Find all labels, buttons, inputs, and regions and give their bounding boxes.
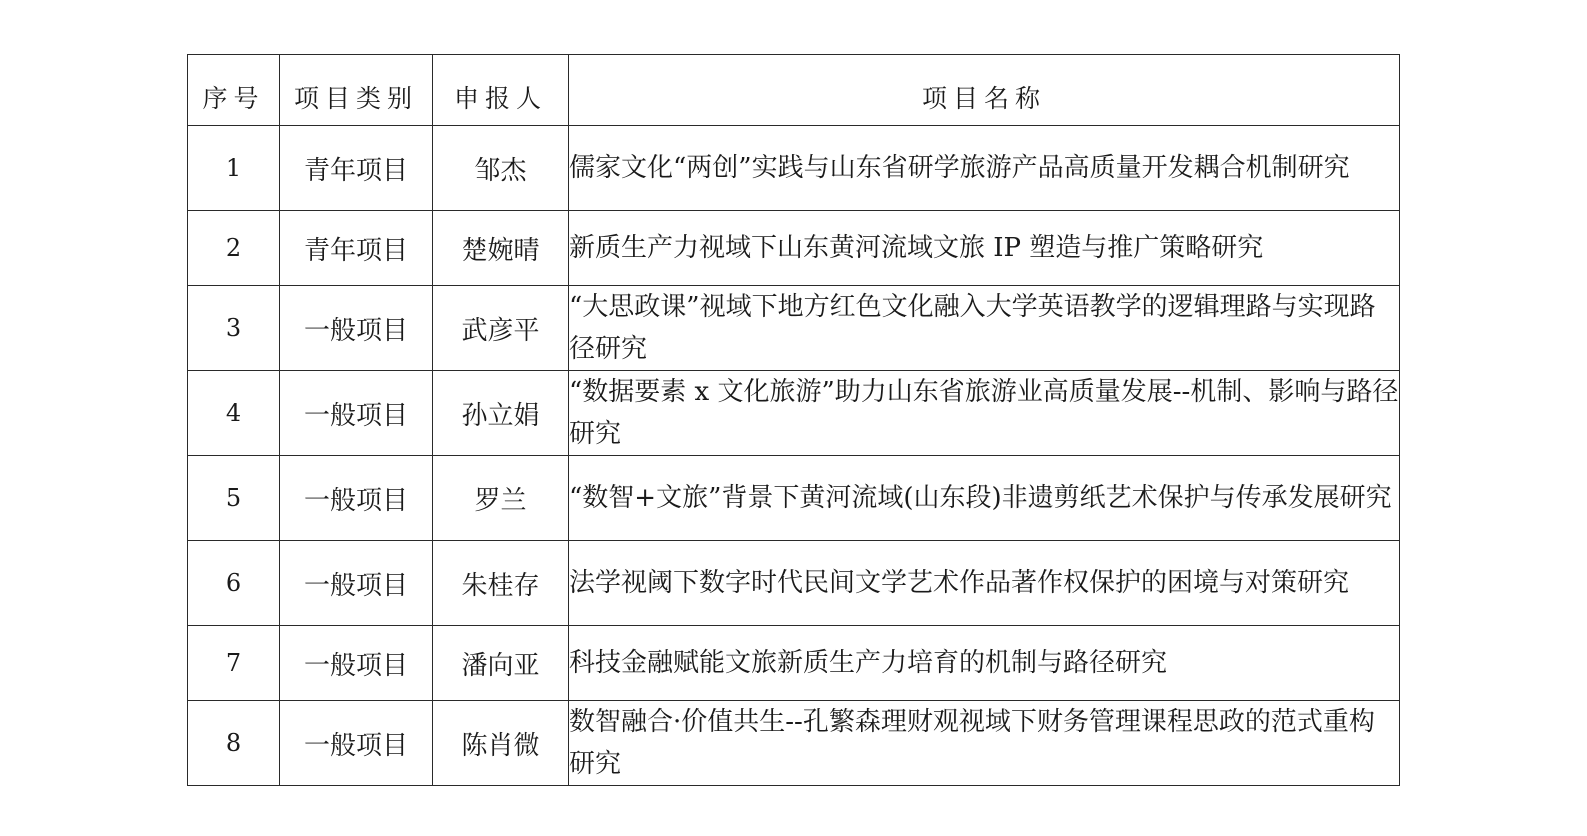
row-category: 一般项目: [280, 286, 433, 371]
row-no: 6: [188, 541, 280, 626]
header-no: 序号: [188, 55, 280, 126]
row-no: 8: [188, 701, 280, 786]
row-no: 5: [188, 456, 280, 541]
row-no: 3: [188, 286, 280, 371]
row-applicant: 武彦平: [433, 286, 569, 371]
row-no: 1: [188, 126, 280, 211]
row-applicant: 朱桂存: [433, 541, 569, 626]
row-project-name: “数据要素 x 文化旅游”助力山东省旅游业高质量发展--机制、影响与路径研究: [569, 371, 1400, 456]
row-category: 青年项目: [280, 211, 433, 286]
row-category: 青年项目: [280, 126, 433, 211]
row-no: 7: [188, 626, 280, 701]
row-project-name: 数智融合·价值共生--孔繁森理财观视域下财务管理课程思政的范式重构研究: [569, 701, 1400, 786]
row-no: 4: [188, 371, 280, 456]
row-category: 一般项目: [280, 701, 433, 786]
row-project-name: 新质生产力视域下山东黄河流域文旅 IP 塑造与推广策略研究: [569, 211, 1400, 286]
row-applicant: 罗兰: [433, 456, 569, 541]
row-applicant: 潘向亚: [433, 626, 569, 701]
table-row: [188, 456, 1400, 541]
table-row: [188, 126, 1400, 211]
row-applicant: 陈肖微: [433, 701, 569, 786]
row-project-name: 法学视阈下数字时代民间文学艺术作品著作权保护的困境与对策研究: [569, 541, 1400, 626]
row-category: 一般项目: [280, 371, 433, 456]
header-applicant: 申报人: [433, 55, 569, 126]
table-row: [188, 211, 1400, 286]
row-no: 2: [188, 211, 280, 286]
row-applicant: 楚婉晴: [433, 211, 569, 286]
row-category: 一般项目: [280, 456, 433, 541]
row-category: 一般项目: [280, 626, 433, 701]
table-row: [188, 371, 1400, 456]
table-row: [188, 701, 1400, 786]
table-row: [188, 286, 1400, 371]
project-table: [187, 54, 1400, 786]
row-applicant: 邹杰: [433, 126, 569, 211]
row-project-name: 科技金融赋能文旅新质生产力培育的机制与路径研究: [569, 626, 1400, 701]
table-row: [188, 626, 1400, 701]
header-category: 项目类别: [280, 55, 433, 126]
table-header-row: [188, 55, 1400, 126]
row-applicant: 孙立娟: [433, 371, 569, 456]
row-project-name: 儒家文化“两创”实践与山东省研学旅游产品高质量开发耦合机制研究: [569, 126, 1400, 211]
table-row: [188, 541, 1400, 626]
row-category: 一般项目: [280, 541, 433, 626]
row-project-name: “数智+文旅”背景下黄河流域(山东段)非遗剪纸艺术保护与传承发展研究: [569, 456, 1400, 541]
row-project-name: “大思政课”视域下地方红色文化融入大学英语教学的逻辑理路与实现路径研究: [569, 286, 1400, 371]
header-project-name: 项目名称: [569, 55, 1400, 126]
